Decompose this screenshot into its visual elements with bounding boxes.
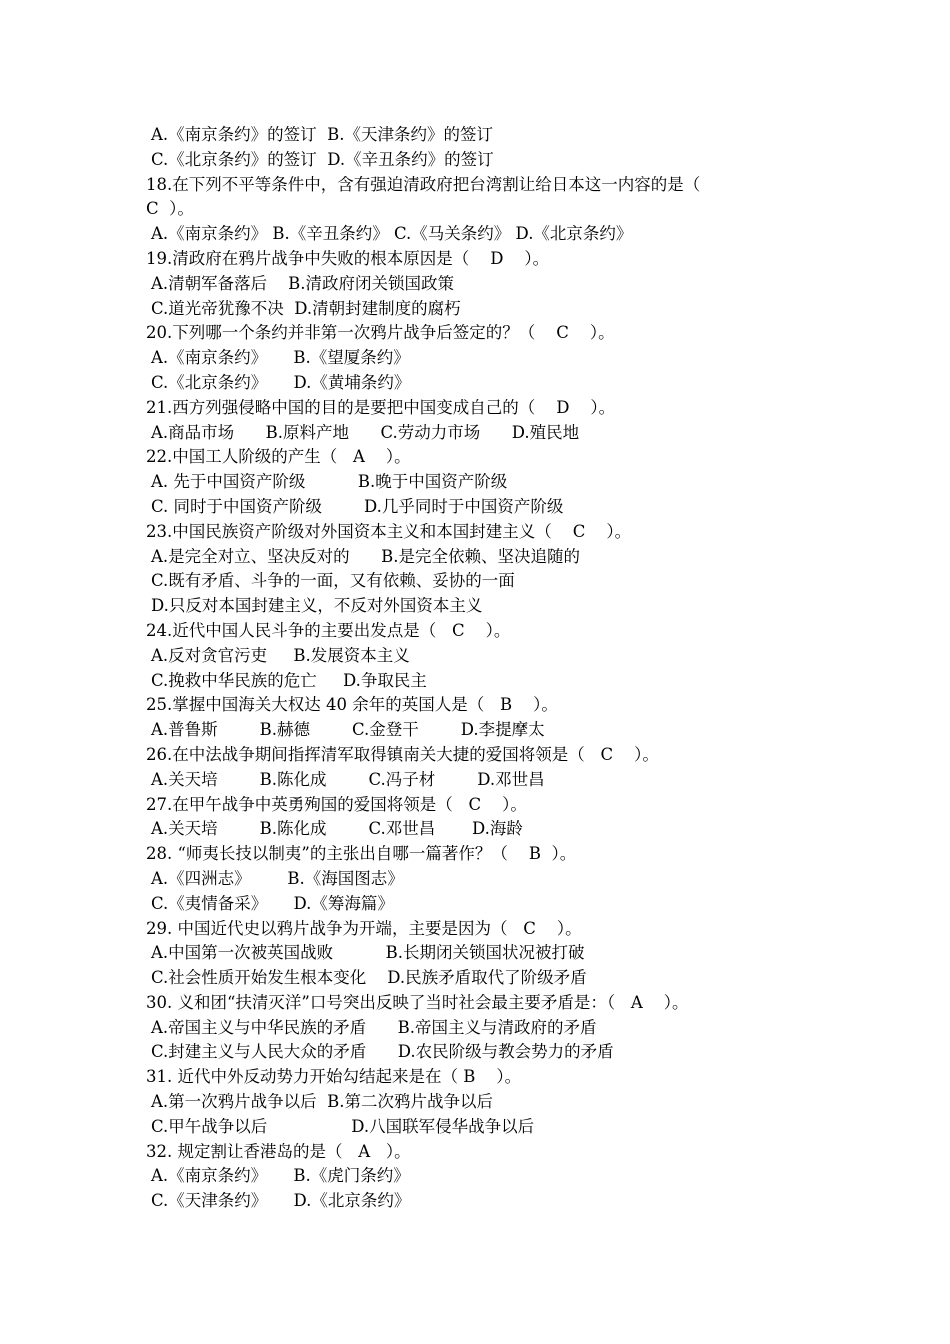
option-line: A.反对贪官污吏 B.发展资本主义 [151, 645, 410, 665]
option-line: A.清朝军备落后 B.清政府闭关锁国政策 [151, 273, 455, 293]
question-line: 23.中国民族资产阶级对外国资本主义和本国封建主义（ C ）。 [146, 521, 632, 541]
option-line: C.挽救中华民族的危亡 D.争取民主 [151, 670, 427, 690]
option-line: A.帝国主义与中华民族的矛盾 B.帝国主义与清政府的矛盾 [151, 1017, 597, 1037]
option-line: C.社会性质开始发生根本变化 D.民族矛盾取代了阶级矛盾 [151, 968, 587, 988]
option-line: A.普鲁斯 B.赫德 C.金登干 D.李提摩太 [151, 720, 545, 740]
option-line: A.《南京条约》 B.《辛丑条约》 C.《马关条约》 D.《北京条约》 [151, 224, 633, 244]
option-line: C. 同时于中国资产阶级 D.几乎同时于中国资产阶级 [151, 496, 564, 516]
option-line: A. 先于中国资产阶级 B.晚于中国资产阶级 [151, 472, 508, 492]
option-line: A.关天培 B.陈化成 C.冯子材 D.邓世昌 [151, 769, 545, 789]
question-line: 27.在甲午战争中英勇殉国的爱国将领是（ C ）。 [146, 794, 527, 814]
question-list [146, 123, 826, 1214]
option-line: A.中国第一次被英国战败 B.长期闭关锁国状况被打破 [151, 943, 585, 963]
option-line: A.商品市场 B.原料产地 C.劳动力市场 D.殖民地 [151, 422, 580, 442]
question-line: 22.中国工人阶级的产生（ A ）。 [146, 447, 411, 467]
option-line: A.第一次鸦片战争以后 B.第二次鸦片战争以后 [151, 1092, 494, 1112]
option-line: A.《南京条约》 B.《望厦条约》 [151, 348, 410, 368]
question-line: 32. 规定割让香港岛的是（ A ）。 [146, 1141, 411, 1161]
question-line: 25.掌握中国海关大权达 40 余年的英国人是（ B ）。 [146, 695, 558, 715]
question-line: 29. 中国近代史以鸦片战争为开端，主要是因为（ C ）。 [146, 918, 582, 938]
option-line: C.封建主义与人民大众的矛盾 D.农民阶级与教会势力的矛盾 [151, 1042, 614, 1062]
question-line: 21.西方列强侵略中国的目的是要把中国变成自己的（ D ）。 [146, 397, 616, 417]
option-line: C.《夷情备采》 D.《筹海篇》 [151, 893, 394, 913]
option-line: A.关天培 B.陈化成 C.邓世昌 D.海龄 [151, 819, 523, 839]
option-line: C.《北京条约》的签订 D.《辛丑条约》的签订 [151, 149, 494, 169]
question-line: 20.下列哪一个条约并非第一次鸦片战争后签定的？（ C ）。 [146, 323, 615, 343]
question-line: 31. 近代中外反动势力开始勾结起来是在（ B ）。 [146, 1067, 522, 1087]
option-line: A.《四洲志》 B.《海国图志》 [151, 868, 404, 888]
option-line: A.《南京条约》的签订 B.《天津条约》的签订 [151, 125, 494, 144]
option-line: A.《南京条约》 B.《虎门条约》 [151, 1166, 410, 1186]
option-line: A.是完全对立、坚决反对的 B.是完全依赖、坚决追随的 [151, 546, 580, 566]
question-line: 30. 义和团“扶清灭洋”口号突出反映了当时社会最主要矛盾是：（ A ）。 [146, 992, 689, 1012]
option-line: C.《北京条约》 D.《黄埔条约》 [151, 372, 411, 392]
option-line: C.甲午战争以后 D.八国联军侵华战争以后 [151, 1116, 535, 1136]
option-line: C.既有矛盾、斗争的一面，又有依赖、妥协的一面 [151, 571, 515, 591]
question-line: 19.清政府在鸦片战争中失败的根本原因是（ D ）。 [146, 248, 550, 268]
question-line: 26.在中法战争期间指挥清军取得镇南关大捷的爱国将领是（ C ）。 [146, 744, 659, 764]
option-line: C.道光帝犹豫不决 D.清朝封建制度的腐朽 [151, 298, 461, 318]
option-line: C.《天津条约》 D.《北京条约》 [151, 1191, 411, 1211]
question-line: 24.近代中国人民斗争的主要出发点是（ C ）。 [146, 620, 511, 640]
question-line: C ）。 [146, 199, 194, 219]
question-line: 18.在下列不平等条件中，含有强迫清政府把台湾割让给日本这一内容的是（ [146, 174, 701, 194]
option-line: D.只反对本国封建主义，不反对外国资本主义 [151, 596, 483, 616]
question-line: 28. “师夷长技以制夷”的主张出自哪一篇著作？（ B ）。 [146, 844, 577, 864]
